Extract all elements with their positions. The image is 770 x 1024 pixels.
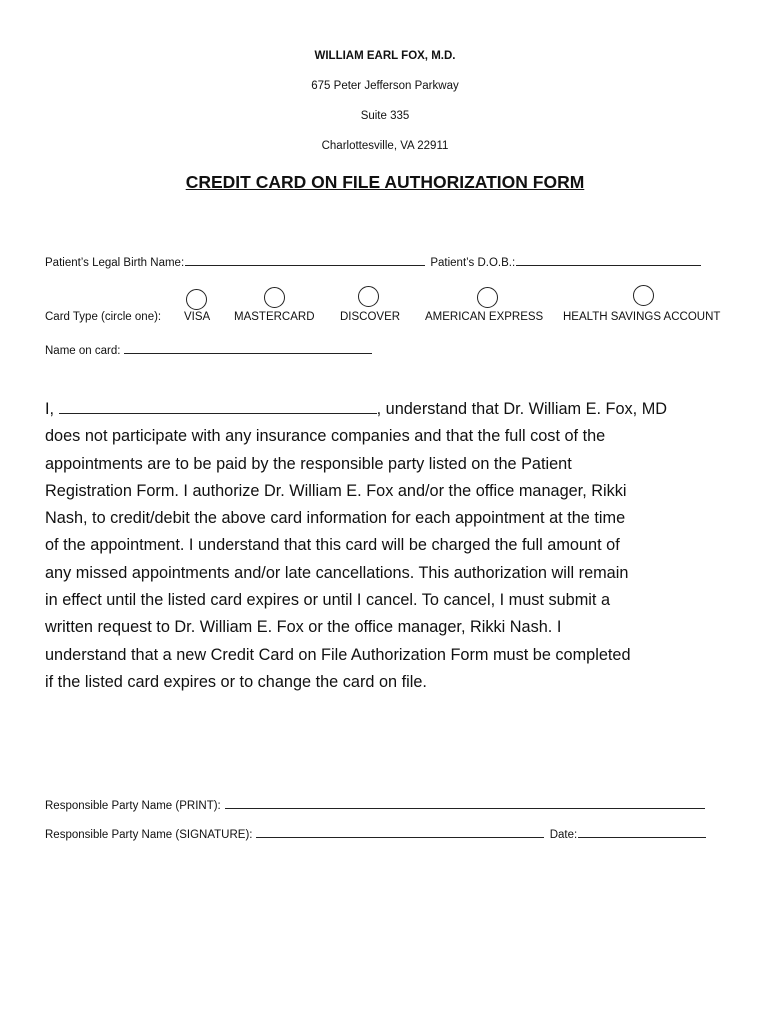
print-name-field[interactable] <box>225 796 705 809</box>
card-option-american-express: AMERICAN EXPRESS <box>425 311 544 323</box>
date-label: Date: <box>549 829 578 841</box>
signature-row <box>45 825 706 841</box>
card-option-visa: VISA <box>184 311 211 323</box>
signature-label: Responsible Party Name (SIGNATURE): <box>45 829 253 841</box>
mastercard-radio[interactable] <box>264 287 285 308</box>
form-title: CREDIT CARD ON FILE AUTHORIZATION FORM <box>185 172 585 192</box>
authorization-name-blank[interactable] <box>59 398 377 414</box>
authorization-line: does not participate with any insurance companies and that the full cost of the <box>45 427 606 446</box>
doctor-name: WILLIAM EARL FOX, M.D. <box>314 50 456 62</box>
authorization-prefix: I, <box>45 400 55 418</box>
date-field[interactable] <box>578 825 706 838</box>
authorization-line: written request to Dr. William E. Fox or the office manager, Rikki Nash. I <box>45 618 562 637</box>
authorization-line: any missed appointments and/or late cancellations. This authorization will remain <box>45 563 629 582</box>
authorization-line: in effect until the listed card expires or until I cancel. To cancel, I must submit a <box>45 591 610 610</box>
print-name-row <box>45 796 705 812</box>
authorization-line: Registration Form. I authorize Dr. William E. Fox and/or the office manager, Rikki <box>45 481 627 500</box>
authorization-line: of the appointment. I understand that this card will be charged the full amount of <box>45 536 620 555</box>
patient-name-label: Patient’s Legal Birth Name: <box>45 257 185 269</box>
name-on-card-field[interactable] <box>124 341 372 354</box>
patient-dob-field[interactable] <box>516 253 701 266</box>
address-line-1: 675 Peter Jefferson Parkway <box>311 80 459 92</box>
american-express-radio[interactable] <box>477 287 498 308</box>
hsa-radio[interactable] <box>633 285 654 306</box>
card-option-discover: DISCOVER <box>340 311 401 323</box>
authorization-line: understand that a new Credit Card on File Authorization Form must be completed <box>45 645 631 664</box>
authorization-first-line-text: , understand that Dr. William E. Fox, MD <box>376 400 668 418</box>
address-line-2: Suite 335 <box>360 110 410 122</box>
card-option-mastercard: MASTERCARD <box>234 311 315 323</box>
authorization-first-line <box>45 396 735 423</box>
visa-radio[interactable] <box>186 289 207 310</box>
signature-field[interactable] <box>256 825 544 838</box>
patient-dob-label: Patient’s D.O.B.: <box>430 257 516 269</box>
name-on-card-label: Name on card: <box>45 345 121 357</box>
patient-name-row <box>45 253 701 269</box>
patient-name-field[interactable] <box>185 253 425 266</box>
authorization-paragraph <box>45 396 735 696</box>
authorization-line: appointments are to be paid by the responsible party listed on the Patient <box>45 454 572 473</box>
address-line-3: Charlottesville, VA 22911 <box>321 140 449 152</box>
authorization-line: if the listed card expires or to change the card on file. <box>45 672 427 691</box>
print-name-label: Responsible Party Name (PRINT): <box>45 800 221 812</box>
authorization-line: Nash, to credit/debit the above card information for each appointment at the time <box>45 509 626 528</box>
card-option-hsa: HEALTH SAVINGS ACCOUNT <box>563 311 721 323</box>
name-on-card-row <box>45 341 372 357</box>
card-type-label: Card Type (circle one): <box>45 311 162 323</box>
discover-radio[interactable] <box>358 286 379 307</box>
